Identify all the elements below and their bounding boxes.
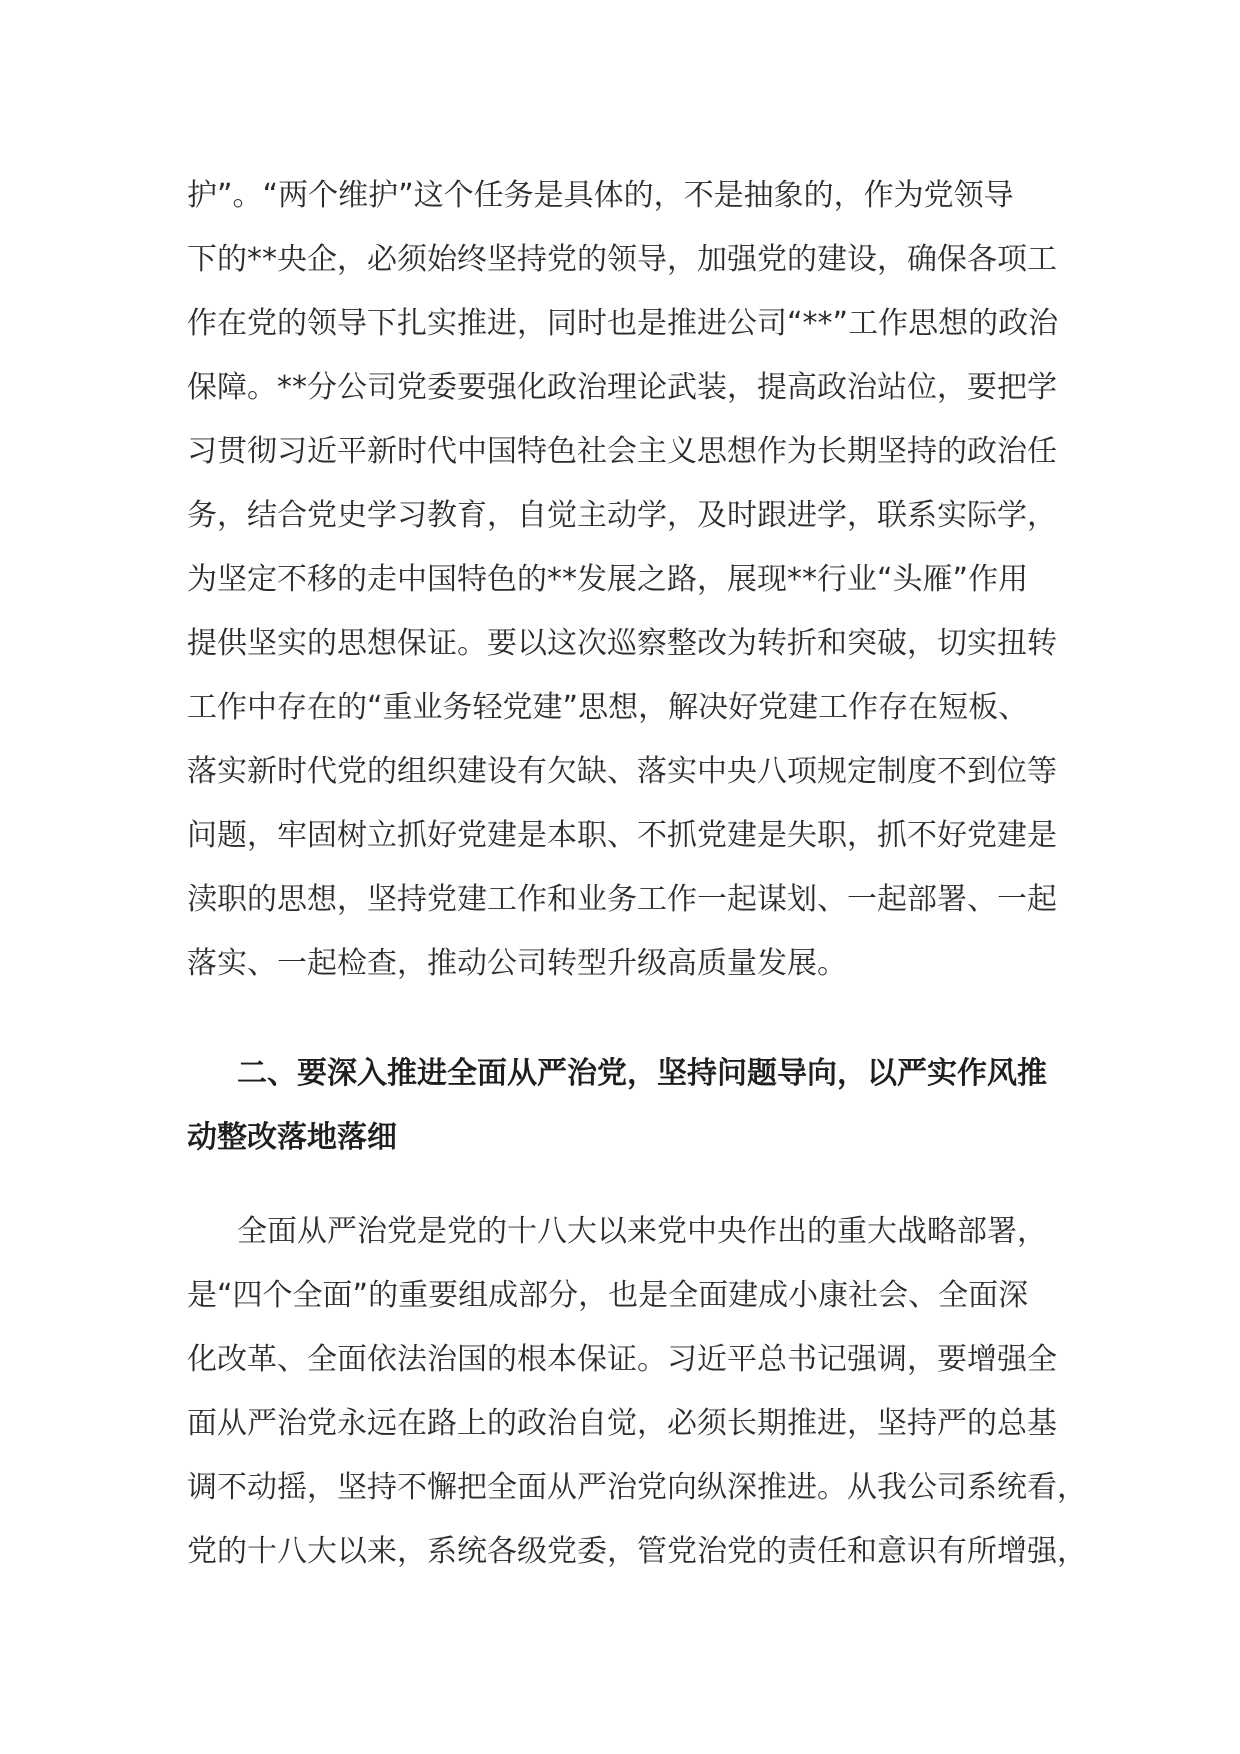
paragraph-line: 全面从严治党是党的十八大以来党中央作出的重大战略部署， [237,1214,1047,1249]
paragraph-line: 是“四个全面”的重要组成部分，也是全面建成小康社会、全面深 [187,1278,1029,1313]
paragraph-line: 面从严治党永远在路上的政治自觉，必须长期推进，坚持严的总基 [187,1406,1057,1441]
paragraph-line: 为坚定不移的走中国特色的**发展之路，展现**行业“头雁”作用 [187,562,1029,597]
body-paragraph [187,1200,1087,1584]
paragraph-line: 护”。“两个维护”这个任务是具体的，不是抽象的，作为党领导 [187,178,1014,213]
paragraph-line: 保障。**分公司党委要强化政治理论武装，提高政治站位，要把学 [187,370,1057,405]
paragraph-line: 工作中存在的“重业务轻党建”思想，解决好党建工作存在短板、 [187,690,1029,725]
paragraph-line: 党的十八大以来，系统各级党委，管党治党的责任和意识有所增强， [187,1534,1087,1569]
paragraph-line: 问题，牢固树立抓好党建是本职、不抓党建是失职，抓不好党建是 [187,818,1057,853]
section-heading [187,1042,1067,1170]
paragraph-line: 作在党的领导下扎实推进，同时也是推进公司“**”工作思想的政治 [187,306,1059,341]
heading-line: 二、要深入推进全面从严治党，坚持问题导向，以严实作风推 [237,1056,1047,1091]
paragraph-line: 渎职的思想，坚持党建工作和业务工作一起谋划、一起部署、一起 [187,882,1057,917]
body-paragraph [187,164,1067,996]
paragraph-line: 落实、一起检查，推动公司转型升级高质量发展。 [187,946,847,981]
paragraph-line: 化改革、全面依法治国的根本保证。习近平总书记强调，要增强全 [187,1342,1057,1377]
heading-line: 动整改落地落细 [187,1120,397,1155]
paragraph-line: 提供坚实的思想保证。要以这次巡察整改为转折和突破，切实扭转 [187,626,1057,661]
paragraph-line: 下的**央企，必须始终坚持党的领导，加强党的建设，确保各项工 [187,242,1057,277]
paragraph-line: 习贯彻习近平新时代中国特色社会主义思想作为长期坚持的政治任 [187,434,1057,469]
paragraph-line: 务，结合党史学习教育，自觉主动学，及时跟进学，联系实际学， [187,498,1057,533]
paragraph-line: 调不动摇，坚持不懈把全面从严治党向纵深推进。从我公司系统看， [187,1470,1087,1505]
paragraph-line: 落实新时代党的组织建设有欠缺、落实中央八项规定制度不到位等 [187,754,1057,789]
